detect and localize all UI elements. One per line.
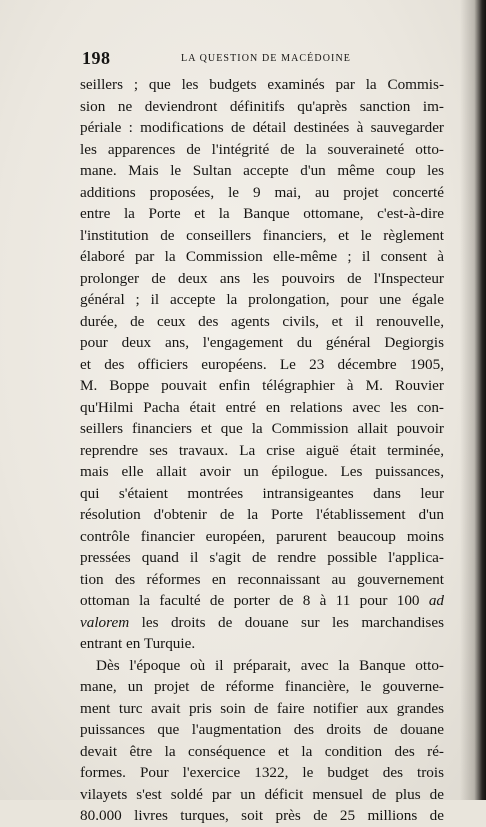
- italic-valorem: valorem: [80, 613, 130, 631]
- text-line: vilayets s'est soldé par un déficit mensuel de plus de: [80, 785, 444, 803]
- text-line: mais elle allait avoir un épilogue. Les puissances,: [80, 463, 444, 480]
- line-text: les droits de douane sur les marchandises: [129, 613, 444, 631]
- text-line: Dès l'époque où il préparait, avec la Banque otto-: [96, 656, 444, 674]
- text-line: durée, de ceux des agents civils, et il renouvelle,: [80, 312, 444, 330]
- text-line: seillers financiers et que la Commission allait pouvoir: [80, 420, 444, 437]
- text-line: et des officiers européens. Le 23 décembre 1905,: [80, 355, 444, 373]
- text-line: devait être la conséquence et la condition des ré-: [80, 742, 444, 760]
- italic-ad: ad: [428, 592, 444, 609]
- text-line: seillers ; que les budgets examinés par la Commis-: [80, 76, 444, 93]
- text-line: sion ne deviendront définitifs qu'après sanction im-: [80, 97, 444, 115]
- text-line: tion des réformes en reconnaissant au gouvernement: [80, 570, 444, 588]
- text-line: général ; il accepte la prolongation, pour une égale: [80, 291, 444, 308]
- text-line: élaboré par la Commission elle-même ; il consent à: [80, 248, 444, 265]
- text-line: puissances que l'augmentation des droits de douane: [80, 721, 444, 738]
- page-header: [80, 48, 444, 70]
- text-line: mane, un projet de réforme financière, le gouverne-: [80, 678, 444, 695]
- text-line: les apparences de l'intégrité de la souveraineté otto-: [80, 140, 444, 158]
- text-line: [80, 612, 444, 634]
- text-line: l'institution de conseillers financiers, et le règlement: [80, 226, 444, 244]
- text-line: périale : modifications de détail destinées à sauvegarder: [80, 119, 444, 136]
- binding-shadow: [460, 0, 486, 800]
- text-line: [80, 590, 444, 612]
- text-line: pressées quand il s'agit de rendre possible l'applica-: [80, 549, 444, 566]
- text-line: résolution d'obtenir de la Porte l'établissement d'un: [80, 506, 444, 523]
- body-text: [80, 74, 444, 827]
- text-line: entre la Porte et la Banque ottomane, c'est-à-dire: [80, 205, 444, 222]
- line-text: ottoman la faculté de porter de 8 à 11 pour 100: [80, 592, 420, 609]
- text-line: ment turc avait pris soin de faire notifier aux grandes: [80, 699, 444, 717]
- text-line: 80.000 livres turques, soit près de 25 millions de: [80, 807, 444, 824]
- text-line: reprendre ses travaux. La crise aiguë était terminée,: [80, 441, 444, 459]
- text-line: qu'Hilmi Pacha était entré en relations avec les con-: [80, 398, 444, 416]
- text-line: M. Boppe pouvait enfin télégraphier à M. Rouvier: [80, 377, 444, 394]
- text-line: prolonger de deux ans les pouvoirs de l'Inspecteur: [80, 269, 444, 287]
- text-line: pour deux ans, l'engagement du général Degiorgis: [80, 334, 444, 351]
- paragraph: [80, 74, 444, 655]
- running-title: LA QUESTION DE MACÉDOINE: [181, 53, 351, 64]
- text-line: contrôle financier européen, parurent beaucoup moins: [80, 527, 444, 545]
- text-line: formes. Pour l'exercice 1322, le budget des trois: [80, 764, 444, 781]
- text-line: mane. Mais le Sultan accepte d'un même coup les: [80, 162, 444, 179]
- paragraph: [80, 655, 444, 827]
- text-line: entrant en Turquie.: [80, 635, 196, 652]
- text-line: qui s'étaient montrées intransigeantes dans leur: [80, 484, 444, 502]
- text-line: additions proposées, le 9 mai, au projet concerté: [80, 183, 444, 201]
- page-number: 198: [82, 48, 111, 68]
